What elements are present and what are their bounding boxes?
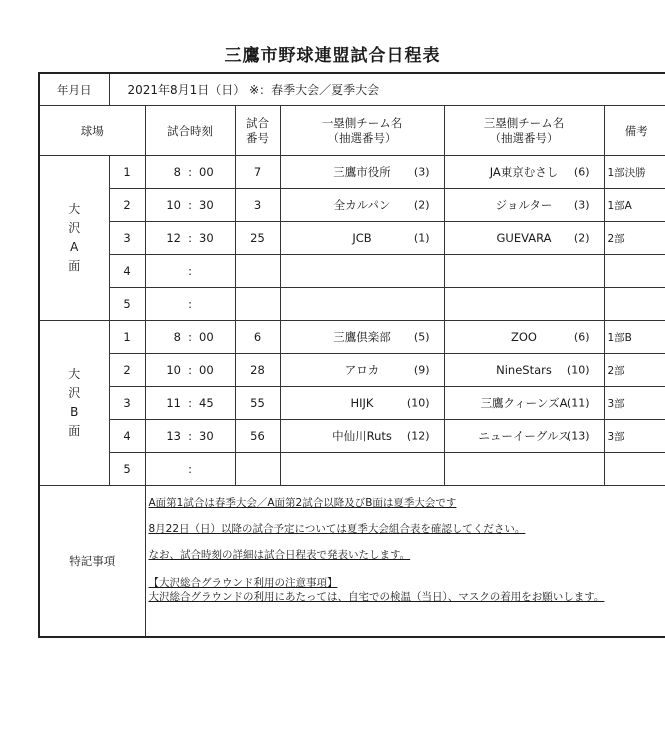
header-match-no: 試合 番号: [235, 106, 280, 156]
team-name: 三鷹クィーンズA: [480, 396, 568, 410]
schedule-table: [38, 72, 665, 638]
third-base-team: [444, 321, 604, 354]
time-separator: :: [188, 363, 192, 377]
game-slot-number: 5: [109, 453, 145, 486]
third-base-team: [444, 255, 604, 288]
lottery-number: (2): [573, 231, 590, 245]
schedule-row: [39, 387, 665, 420]
game-slot-number: 2: [109, 189, 145, 222]
time-hour: 8: [173, 165, 181, 179]
time-separator: :: [188, 330, 192, 344]
time-hour: 10: [166, 363, 181, 377]
match-number: [235, 255, 280, 288]
lottery-number: (12): [406, 429, 430, 443]
note-line-2: 8月22日（日）以降の試合予定については夏季大会組合表を確認してください。: [148, 523, 526, 535]
date-row: [39, 73, 665, 106]
remark: [604, 288, 665, 321]
game-slot-number: 1: [109, 321, 145, 354]
schedule-row: [39, 222, 665, 255]
first-base-team: [280, 156, 444, 189]
lottery-number: (10): [406, 396, 430, 410]
time-hour: 13: [166, 429, 181, 443]
third-base-team: [444, 420, 604, 453]
time-minute: 00: [199, 363, 214, 377]
game-slot-number: 3: [109, 222, 145, 255]
lottery-number: (10): [566, 363, 590, 377]
game-time: [145, 156, 235, 189]
match-number: 25: [235, 222, 280, 255]
match-number: 6: [235, 321, 280, 354]
time-separator: :: [188, 396, 192, 410]
time-hour: 8: [173, 330, 181, 344]
team-name: ニューイーグルス: [478, 429, 570, 443]
time-minute: 00: [199, 330, 214, 344]
first-base-team: [280, 354, 444, 387]
time-minute: 30: [199, 429, 214, 443]
game-time: [145, 222, 235, 255]
note-line-1: A面第1試合は春季大会／A面第2試合以降及びB面は夏季大会です: [148, 497, 457, 509]
schedule-row: [39, 255, 665, 288]
match-number: [235, 288, 280, 321]
time-hour: 12: [166, 231, 181, 245]
first-base-team: [280, 189, 444, 222]
note-line-4: 【大沢総合グラウンド利用の注意事項】: [148, 577, 338, 589]
header-row: [39, 106, 665, 156]
game-slot-number: 4: [109, 420, 145, 453]
time-separator: :: [188, 297, 192, 311]
lottery-number: (1): [413, 231, 430, 245]
time-minute: 45: [199, 396, 214, 410]
team-name: アロカ: [344, 363, 380, 377]
team-name: ジョルター: [495, 198, 553, 212]
header-remarks: 備考: [604, 106, 665, 156]
match-number: [235, 453, 280, 486]
match-number: 56: [235, 420, 280, 453]
team-name: 全カルパン: [333, 198, 391, 212]
time-minute: 30: [199, 198, 214, 212]
third-base-team: [444, 387, 604, 420]
page-title: 三鷹市野球連盟試合日程表: [224, 46, 441, 66]
time-minute: 30: [199, 231, 214, 245]
game-time: [145, 189, 235, 222]
team-name: NineStars: [496, 363, 552, 377]
game-slot-number: 1: [109, 156, 145, 189]
time-separator: :: [188, 264, 192, 278]
lottery-number: (6): [573, 330, 590, 344]
team-name: ZOO: [511, 330, 537, 344]
remark: 1部決勝: [604, 156, 665, 189]
venue-name: 大 沢 B 面: [39, 321, 109, 486]
game-time: [145, 255, 235, 288]
lottery-number: (3): [413, 165, 430, 179]
lottery-number: (9): [413, 363, 430, 377]
time-hour: 10: [166, 198, 181, 212]
lottery-number: (2): [413, 198, 430, 212]
time-hour: 11: [166, 396, 181, 410]
date-value: 2021年8月1日（日） ※：春季大会／夏季大会: [109, 73, 665, 106]
team-name: 三鷹市役所: [333, 165, 391, 179]
remark: 1部A: [604, 189, 665, 222]
time-separator: :: [188, 165, 192, 179]
lottery-number: (13): [566, 429, 590, 443]
team-name: JCB: [352, 231, 372, 245]
match-number: 3: [235, 189, 280, 222]
header-time: 試合時刻: [145, 106, 235, 156]
first-base-team: [280, 222, 444, 255]
header-venue: 球場: [39, 106, 145, 156]
game-time: [145, 453, 235, 486]
lottery-number: (5): [413, 330, 430, 344]
first-base-team: [280, 321, 444, 354]
third-base-team: [444, 156, 604, 189]
header-team1: 一塁側チーム名 （抽選番号）: [280, 106, 444, 156]
first-base-team: [280, 288, 444, 321]
third-base-team: [444, 453, 604, 486]
remark: 2部: [604, 222, 665, 255]
first-base-team: [280, 255, 444, 288]
match-number: 55: [235, 387, 280, 420]
remark: 1部B: [604, 321, 665, 354]
time-separator: :: [188, 198, 192, 212]
schedule-row: [39, 354, 665, 387]
schedule-row: [39, 321, 665, 354]
team-name: GUEVARA: [496, 231, 552, 245]
time-minute: 00: [199, 165, 214, 179]
notes-content: [145, 486, 665, 638]
lottery-number: (11): [566, 396, 590, 410]
third-base-team: [444, 288, 604, 321]
remark: 3部: [604, 387, 665, 420]
game-time: [145, 321, 235, 354]
schedule-row: [39, 420, 665, 453]
match-number: 28: [235, 354, 280, 387]
lottery-number: (3): [573, 198, 590, 212]
first-base-team: [280, 453, 444, 486]
first-base-team: [280, 420, 444, 453]
time-separator: :: [188, 231, 192, 245]
date-label: 年月日: [39, 73, 109, 106]
game-slot-number: 2: [109, 354, 145, 387]
team-name: JA東京むさし: [489, 165, 559, 179]
note-line-5: 大沢総合グラウンドの利用にあたっては、自宅での検温（当日）、マスクの着用をお願いします。: [148, 591, 605, 603]
lottery-number: (6): [573, 165, 590, 179]
venue-name: 大 沢 A 面: [39, 156, 109, 321]
match-number: 7: [235, 156, 280, 189]
schedule-row: [39, 189, 665, 222]
schedule-row: [39, 156, 665, 189]
time-separator: :: [188, 462, 192, 476]
game-time: [145, 387, 235, 420]
note-line-3: なお、試合時刻の詳細は試合日程表で発表いたします。: [148, 549, 411, 561]
third-base-team: [444, 354, 604, 387]
game-slot-number: 5: [109, 288, 145, 321]
game-time: [145, 354, 235, 387]
third-base-team: [444, 189, 604, 222]
notes-row: [39, 486, 665, 638]
team-name: HIJK: [350, 396, 374, 410]
team-name: 三鷹倶楽部: [333, 330, 391, 344]
remark: [604, 255, 665, 288]
first-base-team: [280, 387, 444, 420]
third-base-team: [444, 222, 604, 255]
game-time: [145, 420, 235, 453]
schedule-row: [39, 288, 665, 321]
remark: 2部: [604, 354, 665, 387]
game-slot-number: 3: [109, 387, 145, 420]
team-name: 中仙川Ruts: [332, 429, 392, 443]
header-team3: 三塁側チーム名 （抽選番号）: [444, 106, 604, 156]
game-time: [145, 288, 235, 321]
game-slot-number: 4: [109, 255, 145, 288]
remark: 3部: [604, 420, 665, 453]
remark: [604, 453, 665, 486]
notes-label: 特記事項: [39, 486, 145, 638]
schedule-row: [39, 453, 665, 486]
time-separator: :: [188, 429, 192, 443]
